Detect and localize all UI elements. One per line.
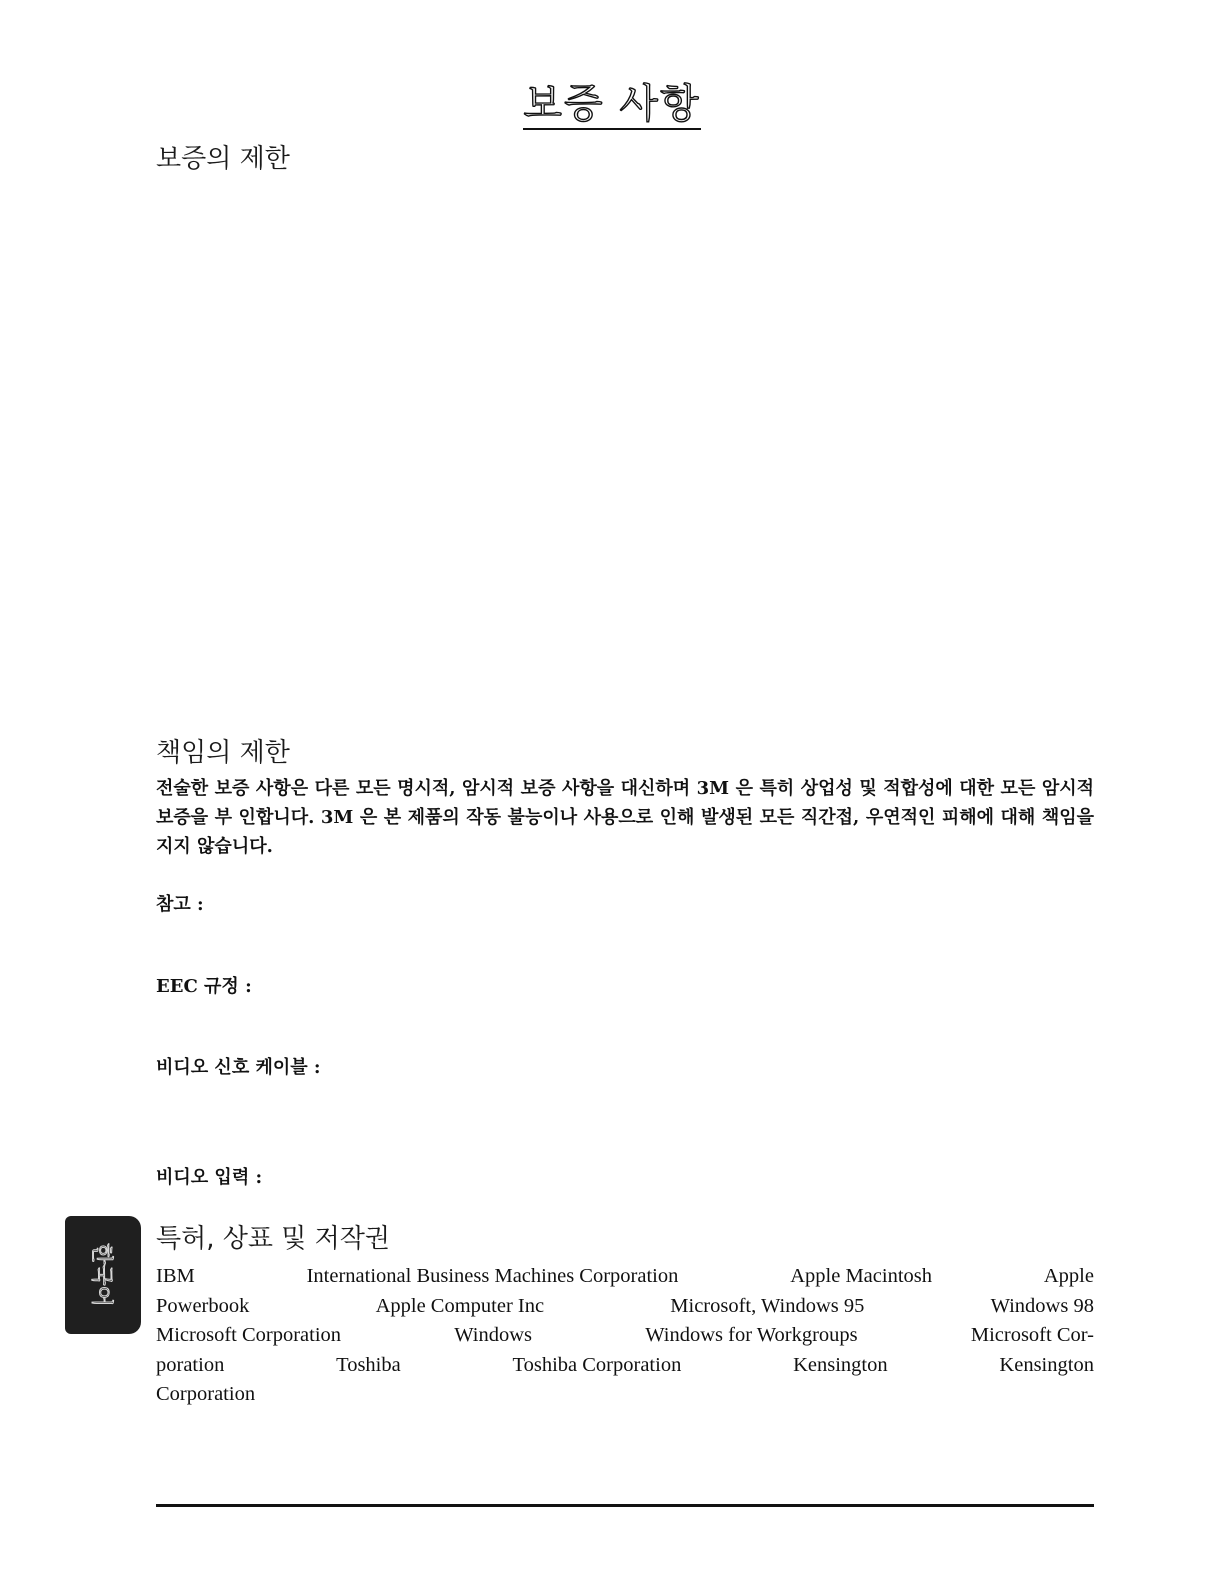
trademark-term: Toshiba xyxy=(336,1353,401,1376)
trademark-line xyxy=(156,1292,1094,1322)
video-input-label: 비디오 입력 : xyxy=(156,1167,263,1188)
trademark-term: Kensington xyxy=(999,1353,1094,1376)
language-side-tab xyxy=(65,1216,141,1334)
bottom-rule xyxy=(156,1504,1094,1507)
trademark-term: Windows for Workgroups xyxy=(645,1324,858,1346)
warranty-limits-heading: 보증의 제한 xyxy=(156,144,290,174)
trademark-term: poration xyxy=(156,1353,225,1376)
trademark-term: Microsoft Cor- xyxy=(970,1324,1094,1346)
trademark-line xyxy=(156,1380,1094,1410)
trademark-term: Powerbook xyxy=(156,1294,250,1317)
trademark-term: Corporation xyxy=(156,1383,256,1405)
trademark-term: International Business Machines Corporation xyxy=(306,1265,679,1287)
trademark-term: IBM xyxy=(156,1265,195,1287)
trademark-term: Windows 98 xyxy=(990,1294,1094,1317)
note-label: 참고 : xyxy=(156,894,204,915)
page-title-text: 보증 사항 xyxy=(523,81,700,130)
trademark-term: Apple xyxy=(1043,1265,1094,1287)
trademark-term: Microsoft, Windows 95 xyxy=(670,1294,865,1317)
liability-limits-heading: 책임의 제한 xyxy=(156,738,290,768)
video-signal-cable-label: 비디오 신호 케이블 : xyxy=(156,1057,321,1078)
trademark-term: Apple Macintosh xyxy=(790,1265,933,1287)
trademark-term: Windows xyxy=(454,1324,533,1346)
trademarks-paragraph xyxy=(156,1262,1094,1410)
page-title xyxy=(0,72,1224,129)
trademarks-heading: 특허, 상표 및 저작권 xyxy=(156,1224,390,1254)
trademark-term: Microsoft Corporation xyxy=(156,1324,342,1346)
trademark-term: Apple Computer Inc xyxy=(375,1294,545,1317)
language-side-tab-label: 한국어 xyxy=(88,1243,114,1307)
trademark-line xyxy=(156,1262,1094,1292)
liability-limits-paragraph: 전술한 보증 사항은 다른 모든 명시적, 암시적 보증 사항을 대신하며 3M 은 특히 상업성 및 적합성에 대한 모든 암시적 보증을 부 인합니다. 3M 은 본 제품의 작동 불능이나 사용으로 인해 발생된 모든 직간접, 우연적인 피해에 대해 책임을 지지 않습니다. xyxy=(156,778,1094,857)
trademark-term: Kensington xyxy=(793,1353,888,1376)
eec-regulation-label: EEC 규정 : xyxy=(156,976,252,997)
trademark-line xyxy=(156,1321,1094,1351)
trademark-term: Toshiba Corporation xyxy=(512,1353,682,1376)
trademark-line xyxy=(156,1351,1094,1381)
